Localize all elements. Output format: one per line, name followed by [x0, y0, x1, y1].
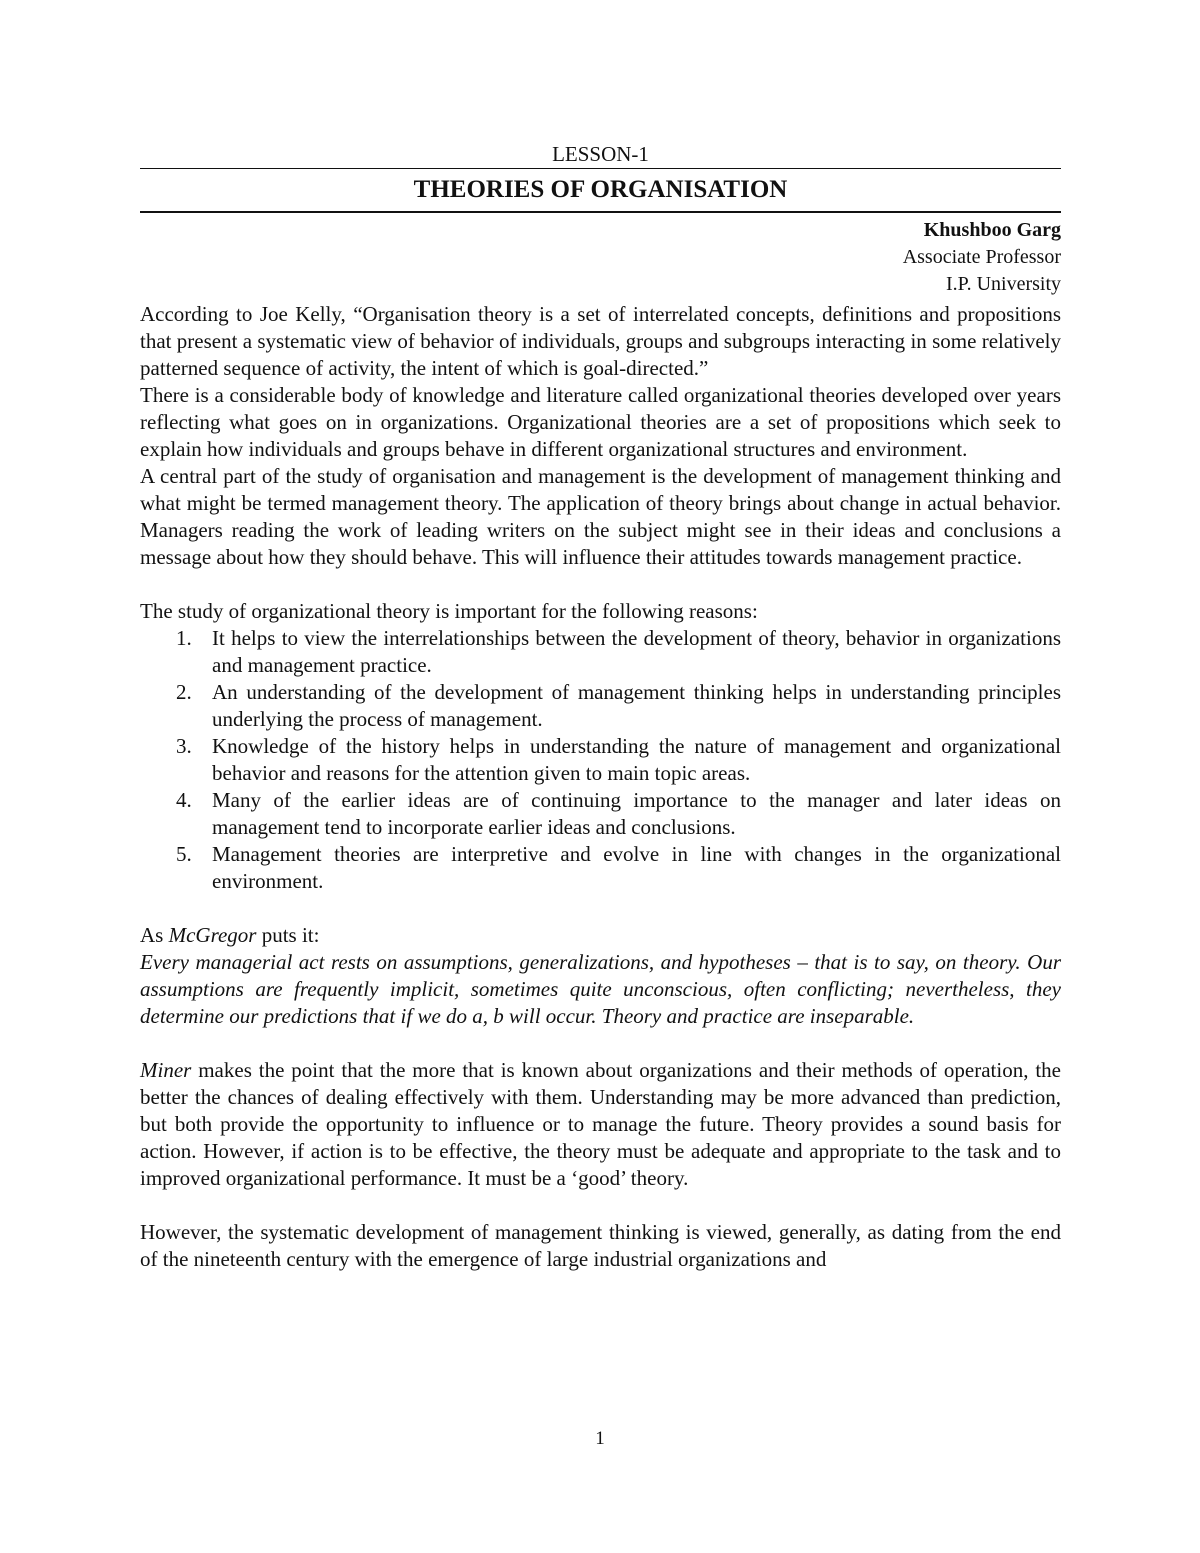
paragraph-body-of-knowledge: There is a considerable body of knowledge and literature called organizational theories developed over years reflecting what goes on in organizations. Organizational theories are a set of propositions which seek to explain how individuals and groups behave in different organizational structures and environment. — [140, 383, 1061, 461]
mcgregor-suffix: puts it: — [256, 923, 320, 947]
mcgregor-name: McGregor — [168, 923, 257, 947]
list-item-text: Many of the earlier ideas are of continuing importance to the manager and later ideas on management tend to incorporate earlier ideas and conclusions. — [212, 788, 1061, 839]
miner-name: Miner — [140, 1058, 192, 1082]
body-text — [140, 301, 1061, 1273]
list-number: 1. — [176, 626, 192, 650]
page-content — [140, 140, 1061, 1273]
author-block — [140, 217, 1061, 298]
page-title: THEORIES OF ORGANISATION — [413, 176, 788, 203]
page-number: 1 — [595, 1428, 605, 1449]
list-item-text: Knowledge of the history helps in understanding the nature of management and organizational behavior and reasons for the attention given to main topic areas. — [212, 734, 1061, 785]
list-number: 4. — [176, 788, 192, 812]
author-name: Khushboo Garg — [923, 219, 1061, 241]
title-rule — [140, 211, 1061, 213]
list-item-text: Management theories are interpretive and evolve in line with changes in the organizational environment. — [212, 842, 1061, 893]
mcgregor-quote: Every managerial act rests on assumptions, generalizations, and hypotheses – that is to say, on theory. Our assumptions are frequently implicit, sometimes quite unconscious, often conflicting; nevertheless, they determine our predictions that if we do a, b will occur. Theory and practice are inseparable. — [140, 950, 1061, 1028]
list-item — [140, 787, 1061, 841]
author-position: Associate Professor — [902, 246, 1061, 268]
list-item — [140, 625, 1061, 679]
paragraph-central-part: A central part of the study of organisation and management is the development of management thinking and what might be termed management theory. The application of theory brings about change in actual behavior. Managers reading the work of leading writers on the subject might see in their ideas and conclusions a message about how they should behave. This will influence their attitudes towards management practice. — [140, 464, 1061, 569]
paragraph-miner — [140, 1057, 1061, 1192]
miner-text: makes the point that the more that is known about organizations and their methods of operation, the better the chances of dealing effectively with them. Understanding may be more advanced than prediction, but both provide the opportunity to influence or to manage the future. Theory provides a sound basis for action. However, if action is to be effective, the theory must be adequate and appropriate to the task and to improved organizational performance. It must be a ‘good’ theory. — [140, 1058, 1061, 1190]
list-number: 3. — [176, 734, 192, 758]
list-number: 5. — [176, 842, 192, 866]
lesson-label: LESSON-1 — [552, 142, 649, 166]
paragraph-closing: However, the systematic development of management thinking is viewed, generally, as dating from the end of the nineteenth century with the emergence of large industrial organizations and — [140, 1220, 1061, 1271]
list-item — [140, 733, 1061, 787]
reasons-list — [140, 625, 1061, 895]
list-item-text: An understanding of the development of management thinking helps in understanding principles underlying the process of management. — [212, 680, 1061, 731]
list-number: 2. — [176, 680, 192, 704]
paragraph-kelly: According to Joe Kelly, “Organisation theory is a set of interrelated concepts, definitions and propositions that present a systematic view of behavior of individuals, groups and subgroups interacting in some relatively patterned sequence of activity, the intent of which is goal-directed.” — [140, 302, 1061, 380]
paragraph-reasons-intro: The study of organizational theory is important for the following reasons: — [140, 599, 758, 623]
list-item — [140, 841, 1061, 895]
mcgregor-intro — [140, 922, 1061, 949]
mcgregor-prefix: As — [140, 923, 169, 947]
list-item — [140, 679, 1061, 733]
author-affiliation: I.P. University — [946, 273, 1061, 295]
list-item-text: It helps to view the interrelationships between the development of theory, behavior in organizations and management practice. — [212, 626, 1061, 677]
